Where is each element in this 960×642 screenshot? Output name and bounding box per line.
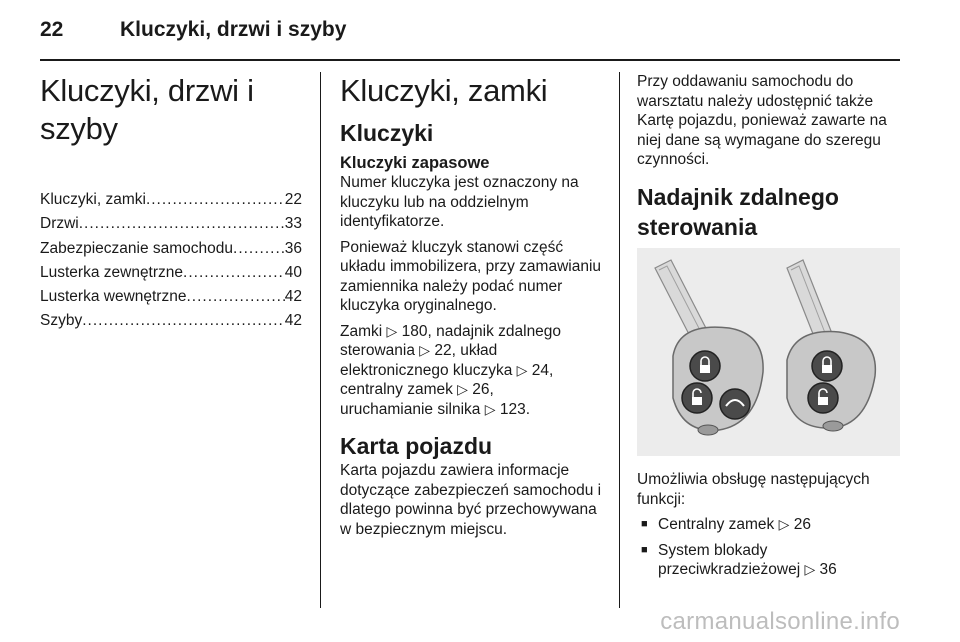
toc-item[interactable]: Szyby ..... 42 xyxy=(40,309,302,333)
watermark: carmanualsonline.info xyxy=(660,608,900,635)
ref-link[interactable]: 24, xyxy=(531,361,554,379)
header-title: Kluczyki, drzwi i szyby xyxy=(120,18,347,41)
column-toc xyxy=(40,72,302,334)
list-item: ■ System blokady przeciwkradzieżowej ▷ 36 xyxy=(637,541,899,580)
arrow-ref-icon: ▷ xyxy=(804,561,816,577)
arrow-ref-icon: ▷ xyxy=(778,516,790,532)
arrow-ref-icon: ▷ xyxy=(457,381,468,397)
ref-link[interactable]: 180, nadajnik zdalnego xyxy=(401,322,562,340)
subsection-title-vehicle-card: Karta pojazdu xyxy=(340,433,493,459)
column-keys xyxy=(340,72,602,539)
key-fob-illustration xyxy=(637,248,900,456)
ref-link[interactable]: 26, xyxy=(472,381,494,398)
key-fob-image xyxy=(637,248,900,456)
key-fob-right xyxy=(787,260,875,431)
arrow-ref-icon: ▷ xyxy=(386,322,398,339)
key-fob-left xyxy=(655,260,763,435)
paragraph-references: Zamki ▷ 180, nadajnik zdalnego sterowania ▷ 22, układ elektronicznego kluczyka ▷ 24, centralny zamek ▷ 26, uruchamianie silnika ▷ 123. xyxy=(340,322,562,418)
ref-link[interactable]: 123. xyxy=(499,400,531,418)
ref-link[interactable]: 26 xyxy=(793,516,811,533)
toc-item[interactable]: Kluczyki, zamki ..... 22 xyxy=(40,188,302,212)
toc-item[interactable]: Zabezpieczanie samochodu ..... 36 xyxy=(40,237,302,261)
column-divider-2 xyxy=(619,72,620,608)
ref-link[interactable]: 36 xyxy=(819,561,837,578)
column-divider-1 xyxy=(320,72,321,608)
list-item: ■ Centralny zamek ▷ 26 xyxy=(637,515,899,535)
toc-item[interactable]: Lusterka zewnętrzne ..... 40 xyxy=(40,261,302,285)
column-remote xyxy=(637,72,899,578)
subsection-title-keys: Kluczyki xyxy=(340,120,434,146)
page-number: 22 xyxy=(40,18,64,41)
chapter-title: Kluczyki, drzwi i szyby xyxy=(40,73,254,146)
table-of-contents xyxy=(40,188,302,334)
toc-item[interactable]: Lusterka wewnętrzne ..... 42 xyxy=(40,285,302,309)
ref-link[interactable]: 22, układ xyxy=(434,342,498,359)
toc-item[interactable]: Drzwi ..... 33 xyxy=(40,212,302,236)
paragraph-vehicle-card: Karta pojazdu zawiera informacje dotyczące zabezpieczeń samochodu i dlatego powinna być przechowywana w bezpiecznym miejscu. xyxy=(340,462,602,538)
header-rule xyxy=(40,59,900,61)
square-bullet-icon: ■ xyxy=(641,543,648,556)
paragraph-workshop: Przy oddawaniu samochodu do warsztatu należy udostępnić także Kartę pojazdu, ponieważ zawarte na niej dane są wymagane do szeregu czynności. xyxy=(637,73,887,168)
page-header xyxy=(40,18,900,58)
arrow-ref-icon: ▷ xyxy=(516,361,528,378)
arrow-ref-icon: ▷ xyxy=(419,342,431,358)
paragraph-key-number: Numer kluczyka jest oznaczony na kluczyku lub na oddzielnym identyfikatorze. xyxy=(340,174,579,230)
arrow-ref-icon: ▷ xyxy=(484,400,496,417)
subheading-spare-keys: Kluczyki zapasowe xyxy=(340,154,490,172)
subsection-title-remote: Nadajnik zdalnego sterowania xyxy=(637,183,839,240)
paragraph-immobilizer: Ponieważ kluczyk stanowi część układu immobilizera, przy zamawianiu zamiennika należy podać numer kluczyka oryginalnego. xyxy=(340,238,602,314)
square-bullet-icon: ■ xyxy=(641,518,648,530)
paragraph-functions: Umożliwia obsługę następujących funkcji: xyxy=(637,471,870,508)
section-title-keys-locks: Kluczyki, zamki xyxy=(340,73,548,108)
